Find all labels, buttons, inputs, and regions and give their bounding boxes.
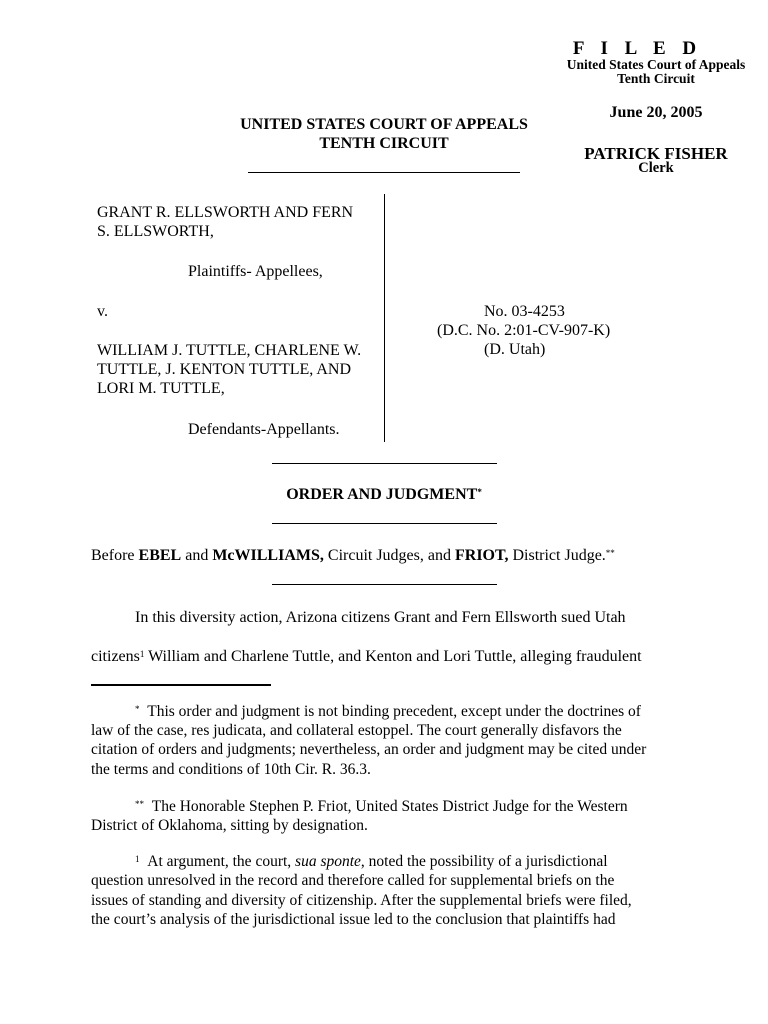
footnote-3-line-4: the court’s analysis of the jurisdictional issue led to the conclusion that plaintiffs had [91, 911, 616, 928]
versus-label: v. [97, 303, 108, 320]
footnote-3-text-b: , noted the possibility of a jurisdictional [360, 853, 608, 870]
judge-ebel: EBEL [138, 547, 182, 564]
footnote-3-italic: sua sponte [295, 853, 361, 870]
header-divider [248, 172, 520, 173]
footnote-3-line-1 [135, 852, 608, 872]
body-line-1: In this diversity action, Arizona citizens Grant and Fern Ellsworth sued Utah [135, 609, 626, 626]
case-number: No. 03-4253 [484, 303, 565, 320]
footnote-3-mark: 1 [135, 854, 140, 864]
footnote-2-text-1: The Honorable Stephen P. Friot, United States District Judge for the Western [151, 798, 628, 815]
footnote-3-line-3: issues of standing and diversity of citizenship. After the supplemental briefs were filed, [91, 892, 632, 909]
footnote-2-mark: ** [135, 799, 144, 809]
footnote-1-line-3: citation of orders and judgments; nevertheless, an order and judgment may be cited under [91, 741, 647, 758]
order-title [200, 485, 568, 504]
filed-stamp-word: F I L E D [572, 38, 703, 59]
footnote-1-line-1 [135, 702, 641, 722]
before-prefix: Before [91, 547, 139, 564]
order-title-text: ORDER AND JUDGMENT [286, 486, 478, 503]
body-line2-rest: William and Charlene Tuttle, and Kenton and Lori Tuttle, alleging fraudulent [144, 648, 642, 665]
plaintiffs-role: Plaintiffs- Appellees, [188, 263, 323, 280]
before-mid: Circuit Judges, and [323, 547, 455, 564]
title-rule-bottom [272, 523, 497, 524]
title-rule-top [272, 463, 497, 464]
caption-vertical-divider [384, 194, 385, 442]
footnote-1-mark: * [135, 704, 140, 714]
footnote-1-text-1: This order and judgment is not binding precedent, except under the doctrines of [147, 703, 641, 720]
before-and: and [181, 547, 213, 564]
footnote-2-line-1 [135, 797, 628, 817]
court-name: UNITED STATES COURT OF APPEALS [240, 116, 528, 133]
before-footnote-mark: ** [605, 548, 615, 558]
body-line-2 [91, 647, 642, 666]
footnote-separator [91, 684, 271, 686]
order-title-footnote-mark: * [477, 487, 482, 497]
filed-stamp-court: United States Court of Appeals [566, 57, 746, 72]
plaintiffs-name-line2: S. ELLSWORTH, [97, 223, 214, 240]
district-court-number: (D.C. No. 2:01-CV-907-K) [437, 322, 611, 339]
footnote-1-line-2: law of the case, res judicata, and collateral estoppel. The court generally disfavors the [91, 722, 622, 739]
defendants-role: Defendants-Appellants. [188, 421, 340, 438]
defendants-name-line1: WILLIAM J. TUTTLE, CHARLENE W. [97, 342, 362, 359]
body-footnote-mark: 1 [139, 649, 145, 659]
plaintiffs-name-line1: GRANT R. ELLSWORTH AND FERN [97, 204, 354, 221]
footnote-1-line-4: the terms and conditions of 10th Cir. R. 36.3. [91, 761, 371, 778]
before-rule [272, 584, 497, 585]
footnote-3-line-2: question unresolved in the record and therefore called for supplemental briefs on the [91, 872, 615, 889]
before-suffix: District Judge. [508, 547, 606, 564]
defendants-name-line3: LORI M. TUTTLE, [97, 380, 225, 397]
judge-friot: FRIOT, [454, 547, 509, 564]
clerk-name: PATRICK FISHER [584, 144, 728, 163]
footnote-2-line-2: District of Oklahoma, sitting by designation. [91, 817, 368, 834]
district-name: (D. Utah) [484, 341, 546, 358]
clerk-title: Clerk [638, 160, 674, 176]
court-circuit: TENTH CIRCUIT [319, 135, 449, 152]
footnote-3-text-a: At argument, the court, [147, 853, 296, 870]
filed-stamp-circuit: Tenth Circuit [617, 71, 695, 86]
judge-mcwilliams: McWILLIAMS, [212, 547, 324, 564]
body-line2-start: citizens [91, 648, 140, 665]
panel-judges-line [91, 546, 615, 565]
filed-date: June 20, 2005 [609, 104, 703, 121]
defendants-name-line2: TUTTLE, J. KENTON TUTTLE, AND [97, 361, 352, 378]
